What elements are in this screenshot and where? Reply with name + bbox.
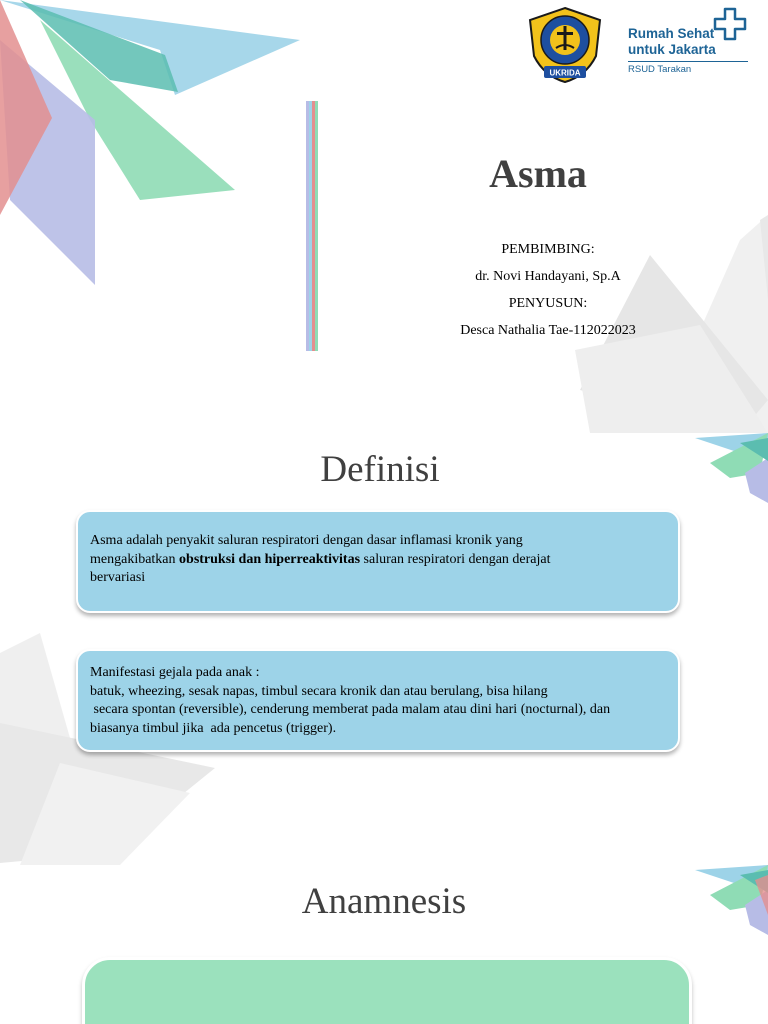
section-title-anamnesis: Anamnesis (301, 881, 467, 922)
slide-title (0, 0, 768, 433)
ukrida-logo (526, 6, 604, 84)
pembimbing-name: dr. Novi Handayani, Sp.A (475, 269, 621, 284)
rs-divider (628, 61, 748, 62)
slide-definisi (0, 433, 768, 865)
slide-anamnesis (0, 865, 768, 1024)
rsud-tarakan-logo (628, 6, 758, 78)
manifestation-line2: batuk, wheezing, sesak napas, timbul secara kronik dan atau berulang, bisa hilang (90, 683, 548, 699)
svg-text:UKRIDA: UKRIDA (549, 68, 581, 78)
slide-title-asma: Asma (489, 151, 587, 196)
definition-line1: Asma adalah penyakit saluran respiratori dengan dasar inflamasi kronik yang (90, 533, 523, 548)
manifestation-box (76, 649, 680, 752)
medical-cross-icon (712, 6, 748, 42)
rs-name-line2: untuk Jakarta (628, 42, 716, 57)
rs-subtitle: RSUD Tarakan (628, 64, 692, 75)
vertical-accent-bar (306, 101, 318, 351)
rs-name-line1: Rumah Sehat (628, 26, 715, 41)
manifestation-line1: Manifestasi gejala pada anak : (90, 665, 260, 680)
pembimbing-label: PEMBIMBING: (501, 242, 595, 257)
definition-line3: bervariasi (90, 570, 146, 585)
definition-line2: mengakibatkan obstruksi dan hiperreaktivitas saluran respiratori dengan derajat (90, 551, 551, 567)
penyusun-label: PENYUSUN: (508, 296, 588, 311)
anamnesis-box (82, 957, 692, 1024)
manifestation-line3: secara spontan (reversible), cenderung memberat pada malam atau dini hari (nocturnal), dan (90, 702, 611, 717)
penyusun-name: Desca Nathalia Tae-112022023 (460, 323, 636, 338)
manifestation-line4: biasanya timbul jika ada pencetus (trigger). (90, 720, 337, 736)
section-title-definisi: Definisi (320, 449, 440, 490)
definition-box (76, 510, 680, 613)
